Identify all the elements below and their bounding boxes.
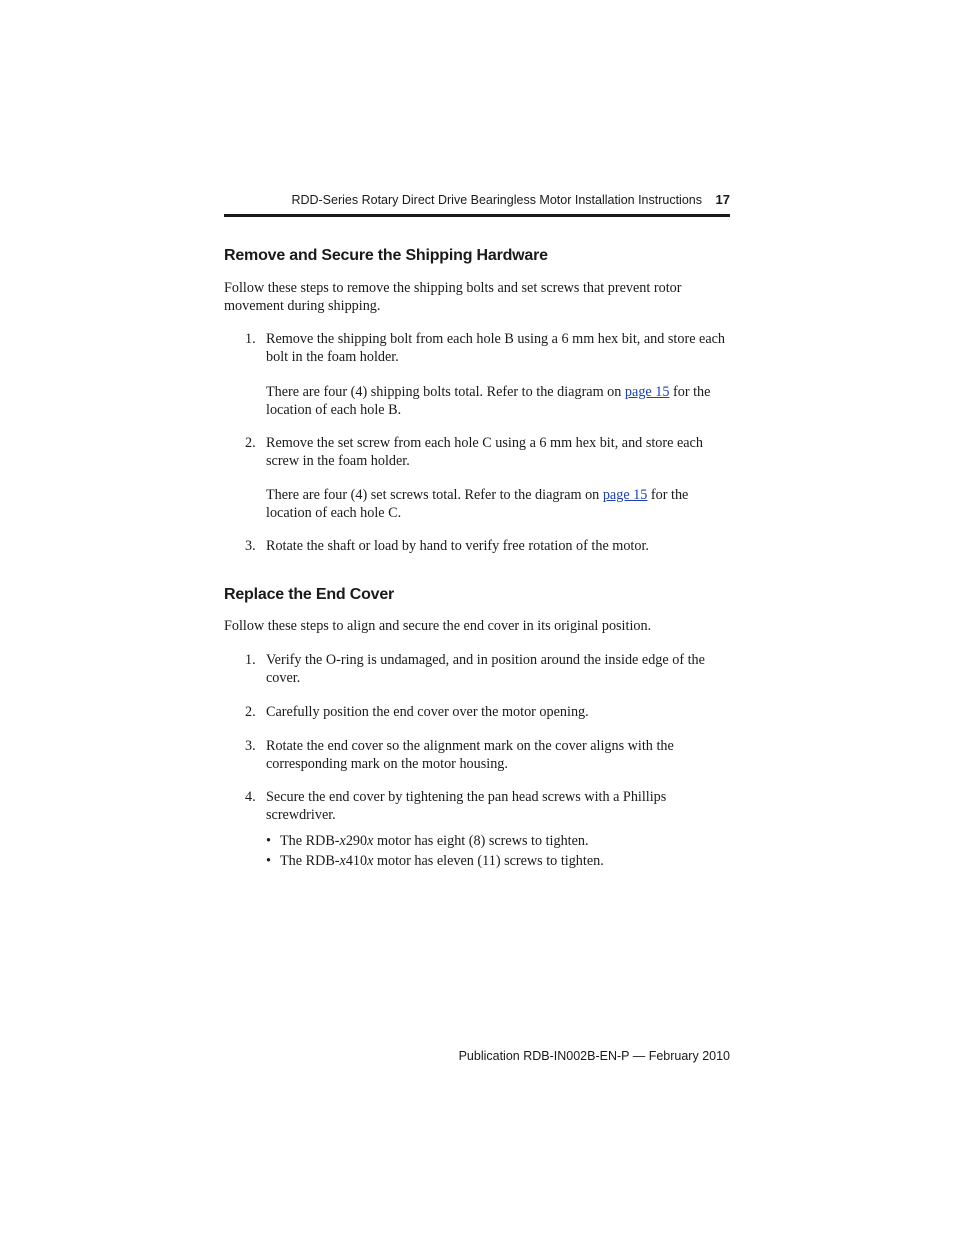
step-text: Verify the O-ring is undamaged, and in position around the inside edge of the cover. [266, 652, 705, 686]
note-text: There are four (4) set screws total. Refer to the diagram on [266, 487, 600, 503]
bullet-text: x [367, 853, 374, 869]
bullet-text: motor has eight (8) screws to tighten. [373, 833, 589, 849]
step-note [266, 487, 730, 522]
step-number: 1. [245, 652, 256, 668]
section-heading-shipping-hardware: Remove and Secure the Shipping Hardware [224, 247, 548, 264]
bullet-dot: • [266, 833, 271, 849]
list-item [245, 652, 730, 687]
page-number: 17 [715, 192, 730, 207]
step-number: 4. [245, 789, 256, 805]
bullet-text: x [339, 833, 346, 849]
step-text: Remove the shipping bolt from each hole B using a 6 mm hex bit, and store each bolt in the foam holder. [266, 331, 726, 365]
bullet-dot: • [266, 853, 271, 869]
list-item [245, 331, 730, 366]
step-text: Remove the set screw from each hole C using a 6 mm hex bit, and store each screw in the foam holder. [266, 435, 703, 469]
step-number: 2. [245, 704, 256, 720]
header-title: RDD-Series Rotary Direct Drive Bearingless Motor Installation Instructions [291, 193, 702, 207]
step-number: 3. [245, 538, 256, 554]
step-text: Secure the end cover by tightening the pan head screws with a Phillips screwdriver. [266, 789, 667, 823]
bullet-text: 290 [345, 833, 368, 849]
note-text: for the location of each hole B. [266, 384, 711, 418]
list-item [245, 704, 730, 722]
list-item [245, 538, 730, 556]
note-text: for the location of each hole C. [266, 487, 689, 521]
list-item [245, 789, 730, 824]
note-text: There are four (4) shipping bolts total. Refer to the diagram on [266, 384, 622, 400]
bullet-text: x [367, 833, 374, 849]
bullet-text: The RDB- [280, 853, 340, 869]
publication-footer: Publication RDB-IN002B-EN-P — February 2010 [458, 1049, 730, 1063]
list-item [245, 435, 730, 470]
section-heading-end-cover: Replace the End Cover [224, 586, 395, 603]
step-text: Rotate the end cover so the alignment mark on the cover aligns with the corresponding mark on the motor housing. [266, 738, 674, 772]
step-note [266, 384, 730, 419]
section-intro: Follow these steps to align and secure the end cover in its original position. [224, 618, 652, 634]
bullet-item [266, 833, 730, 851]
bullet-text: motor has eleven (11) screws to tighten. [373, 853, 604, 869]
bullet-text: The RDB- [280, 833, 340, 849]
step-number: 1. [245, 331, 256, 347]
page-link[interactable]: page 15 [602, 487, 648, 503]
bullet-item [266, 853, 730, 871]
step-number: 3. [245, 738, 256, 754]
step-text: Rotate the shaft or load by hand to verify free rotation of the motor. [266, 538, 649, 554]
bullet-text: 410 [345, 853, 368, 869]
running-header [224, 191, 730, 211]
step-number: 2. [245, 435, 256, 451]
list-item [245, 738, 730, 773]
page-link[interactable]: page 15 [624, 384, 670, 400]
step-text: Carefully position the end cover over the motor opening. [266, 704, 589, 720]
bullet-text: x [339, 853, 346, 869]
section-intro: Follow these steps to remove the shipping bolts and set screws that prevent rotor movement during shipping. [224, 280, 682, 314]
header-rule [224, 214, 730, 217]
